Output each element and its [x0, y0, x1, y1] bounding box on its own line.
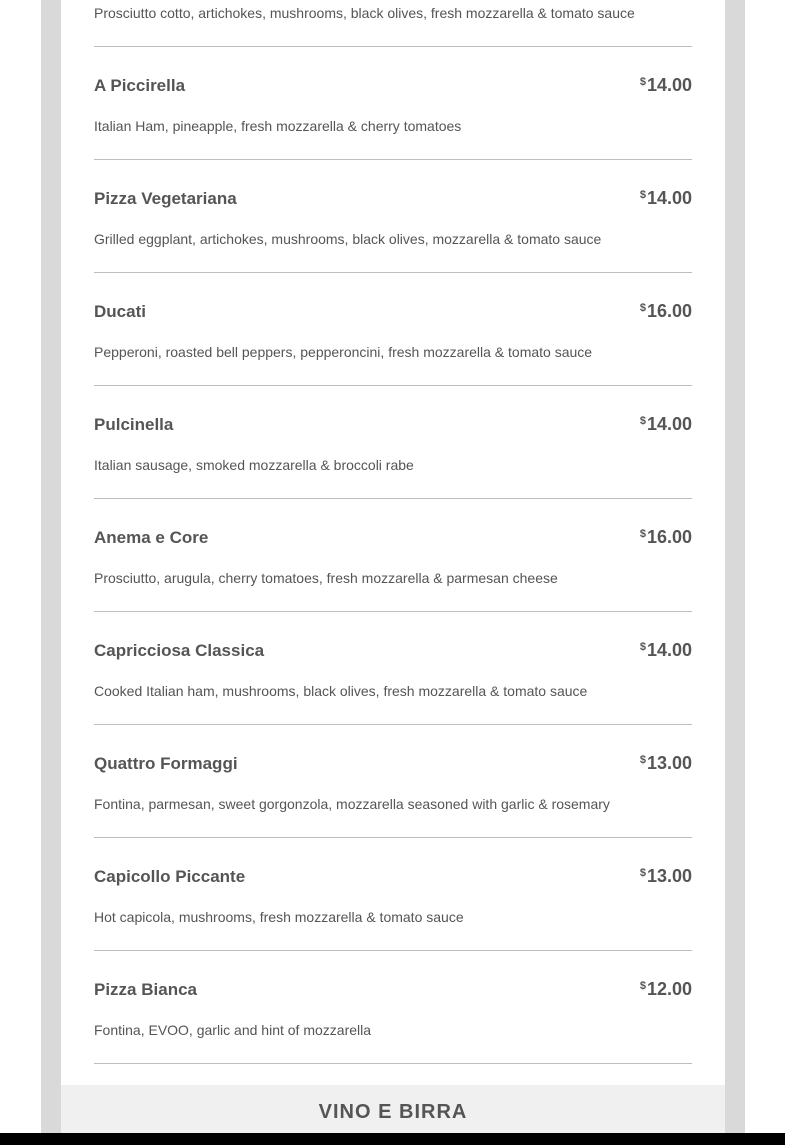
- currency-symbol: $: [639, 867, 646, 879]
- price-amount: 13.00: [646, 753, 692, 773]
- price-amount: 16.00: [646, 527, 692, 547]
- menu-item-name: Anema e Core: [94, 528, 209, 547]
- menu-item-price: [640, 753, 692, 774]
- bottom-bar: [0, 1133, 785, 1145]
- menu-item-price: [640, 640, 692, 661]
- currency-symbol: $: [639, 302, 646, 314]
- menu-item-description: Fontina, EVOO, garlic and hint of mozzarella: [94, 1022, 372, 1038]
- price-amount: 13.00: [646, 866, 692, 886]
- menu-item: [94, 725, 692, 838]
- menu-item: [94, 160, 692, 273]
- menu-item-price: [640, 188, 692, 209]
- menu-item: [94, 386, 692, 499]
- price-amount: 14.00: [646, 414, 692, 434]
- price-amount: 14.00: [646, 640, 692, 660]
- currency-symbol: $: [639, 76, 646, 88]
- menu-item-price: [640, 979, 692, 1000]
- menu-card: [61, 0, 725, 1085]
- menu-item-description: Prosciutto cotto, artichokes, mushrooms, black olives, fresh mozzarella & tomato sauce: [94, 5, 635, 21]
- menu-item-name: Ducati: [94, 302, 146, 321]
- currency-symbol: $: [639, 189, 646, 201]
- menu-item: [94, 951, 692, 1064]
- menu-item-price: [640, 527, 692, 548]
- price-amount: 12.00: [646, 979, 692, 999]
- menu-item-description: Italian Ham, pineapple, fresh mozzarella & cherry tomatoes: [94, 118, 462, 134]
- currency-symbol: $: [639, 528, 646, 540]
- menu-item-description: Hot capicola, mushrooms, fresh mozzarella & tomato sauce: [94, 909, 464, 925]
- menu-item-description: Pepperoni, roasted bell peppers, pepperoncini, fresh mozzarella & tomato sauce: [94, 344, 593, 360]
- menu-list: [94, 47, 692, 1064]
- menu-item: [94, 273, 692, 386]
- menu-item-description: Prosciutto, arugula, cherry tomatoes, fresh mozzarella & parmesan cheese: [94, 570, 558, 586]
- menu-item-name: A Piccirella: [94, 76, 186, 95]
- menu-item-price: [640, 414, 692, 435]
- menu-item-price: [640, 301, 692, 322]
- menu-item-description: Cooked Italian ham, mushrooms, black olives, fresh mozzarella & tomato sauce: [94, 683, 588, 699]
- menu-item: [94, 47, 692, 160]
- menu-item-price: [640, 866, 692, 887]
- menu-item-name: Pizza Bianca: [94, 980, 197, 999]
- menu-item-description: Grilled eggplant, artichokes, mushrooms, black olives, mozzarella & tomato sauce: [94, 231, 602, 247]
- currency-symbol: $: [639, 641, 646, 653]
- menu-item-price: [640, 75, 692, 96]
- price-amount: 14.00: [646, 75, 692, 95]
- currency-symbol: $: [639, 415, 646, 427]
- menu-item-name: Capicollo Piccante: [94, 867, 246, 886]
- price-amount: 16.00: [646, 301, 692, 321]
- section-title: VINO E BIRRA: [318, 1101, 468, 1123]
- currency-symbol: $: [639, 754, 646, 766]
- menu-item-name: Pizza Vegetariana: [94, 189, 237, 208]
- menu-item-name: Quattro Formaggi: [94, 754, 238, 773]
- menu-item: [94, 499, 692, 612]
- menu-item: [94, 838, 692, 951]
- menu-item-description: Italian sausage, smoked mozzarella & broccoli rabe: [94, 457, 414, 473]
- section-header-vino-e-birra: [61, 1085, 725, 1133]
- menu-item-description: Fontina, parmesan, sweet gorgonzola, mozzarella seasoned with garlic & rosemary: [94, 796, 610, 812]
- menu-item-name: Capricciosa Classica: [94, 641, 265, 660]
- menu-item-name: Pulcinella: [94, 415, 174, 434]
- price-amount: 14.00: [646, 188, 692, 208]
- menu-item: [94, 612, 692, 725]
- currency-symbol: $: [639, 980, 646, 992]
